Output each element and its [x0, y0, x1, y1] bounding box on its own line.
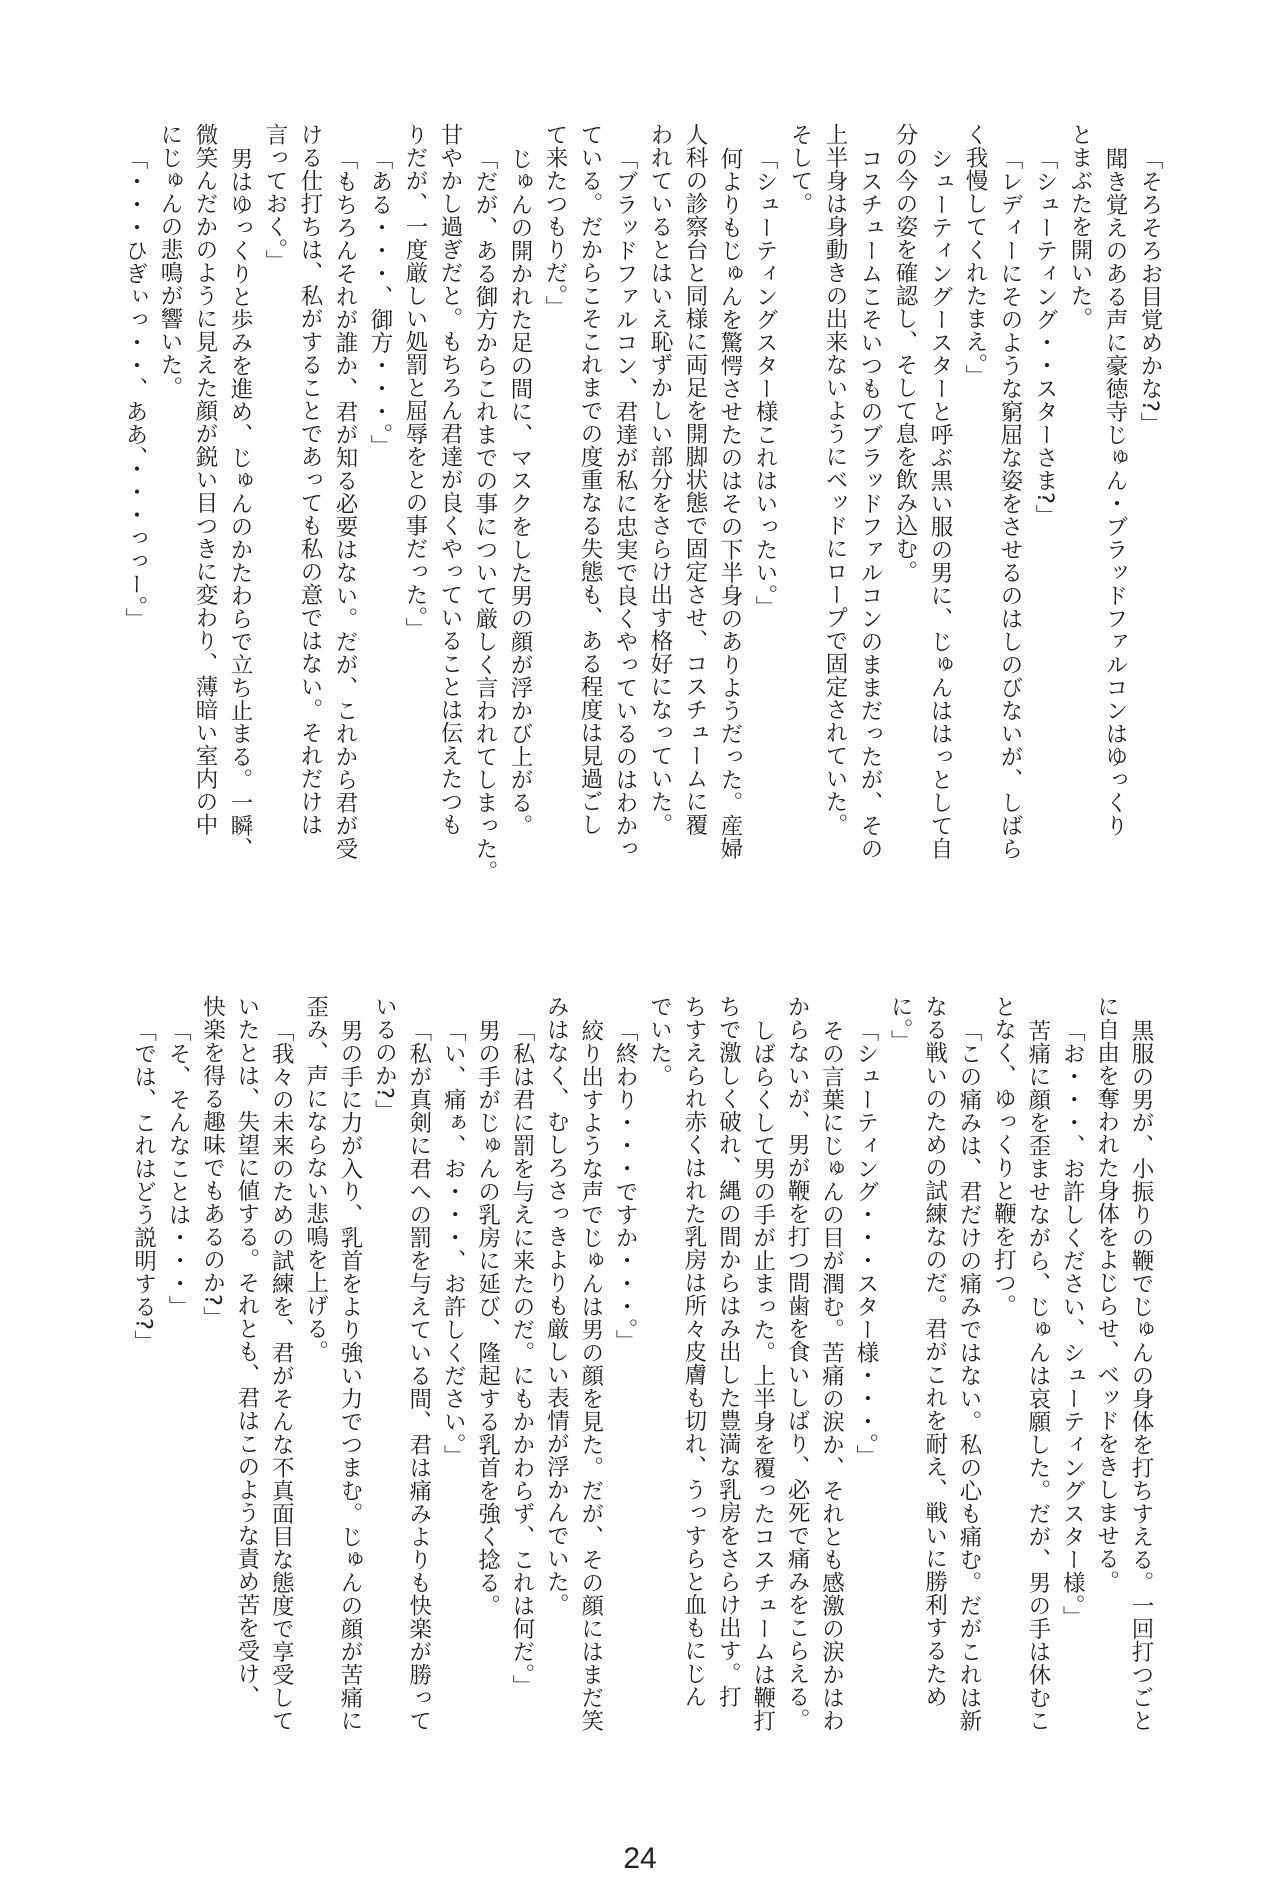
text-line: 「そ、そんなことは・・・」	[165, 1019, 192, 1318]
text-line: われているとはいえ恥ずかしい部分をさらけ出す格好になっていた。	[647, 123, 673, 836]
page-number: 24	[623, 1842, 657, 1875]
text-line: ている。だからこそこれまでの度重なる失態も、ある程度は見過ごし	[577, 123, 603, 836]
text-line: 「・・・ひぎぃっ・・、ああ、・・・っっー。」	[122, 147, 148, 631]
text-line: ちで激しく破れ、縄の間からはみ出した豊満な乳房をさらけ出す。打	[715, 995, 742, 1708]
text-line: 聞き覚えのある声に豪徳寺じゅん・ブラッドファルコンはゆっくり	[1102, 147, 1128, 837]
text-line: 「私は君に罰を与えに来たのだ。にもかかわらず、これは何だ。」	[508, 1019, 535, 1698]
text-line: いたとは、失望に値する。それとも、君はこのような責め苦を受け、	[233, 995, 260, 1708]
text-line: 黒服の男が、小振りの鞭でじゅんの身体を打ちすえる。一回打つごと	[1128, 1019, 1154, 1732]
text-line: 「では、これはどう説明する?」	[130, 1019, 157, 1354]
text-line: 人科の診察台と同様に両足を開脚状態で固定させ、コスチュームに覆	[682, 123, 708, 836]
text-line: 「お・・・、お許しください、シューティングスター様。」	[1059, 1019, 1086, 1629]
text-line: に。」	[887, 995, 914, 1053]
text-line: 「ブラッドファルコン、君達が私に忠実で良くやっているのはわかっ	[612, 147, 638, 860]
text-line: ける仕打ちは、私がすることであっても私の意ではない。それだけは	[297, 123, 323, 836]
text-line: 「我々の未来のための試練を、君がそんな不真面目な態度で享受して	[268, 1019, 295, 1732]
text-line: 「シューティングスター様これはいったい。」	[752, 147, 778, 619]
text-line: 「レディーにそのような窮屈な姿をさせるのはしのびないが、しばら	[997, 147, 1023, 860]
text-line: ちすえられ赤くはれた乳房は所々皮膚も切れ、うっすらと血もにじん	[680, 995, 707, 1708]
text-line: じゅんの開かれた足の間に、マスクをした男の顔が浮かび上がる。	[507, 147, 533, 837]
text-line: 「私が真剣に君への罰を与えている間、君は痛みよりも快楽が勝って	[405, 1019, 432, 1732]
text-line: 歪み、声にならない悲鳴を上げる。	[302, 995, 329, 1363]
text-line: 「ある・・・、御方・・・。」	[367, 147, 393, 458]
text-line: 言っておく。」	[262, 123, 288, 273]
text-line: いるのか?」	[371, 995, 398, 1123]
text-line: からないが、男が鞭を打つ間歯を食いしばり、必死で痛みをこらえる。	[784, 995, 811, 1731]
text-line: 「そろそろお目覚めかな?」	[1137, 147, 1163, 436]
text-line: シューティングースターと呼ぶ黒い服の男に、じゅんははっとして自	[927, 147, 953, 860]
text-line: にじゅんの悲鳴が響いた。	[157, 123, 183, 399]
bottom-text-block	[126, 995, 1158, 1785]
text-line: 上半身は身動きの出来ないようにベッドにロープで固定されていた。	[822, 123, 848, 836]
text-line: 快楽を得る趣味でもあるのか?」	[199, 995, 226, 1330]
top-text-block	[117, 123, 1167, 903]
text-line: 苦痛に顔を歪ませながら、じゅんは哀願した。だが、男の手は休むこ	[1024, 1019, 1051, 1732]
text-line: 男の手に力が入り、乳首をより強い力でつまむ。じゅんの顔が苦痛に	[337, 1019, 364, 1732]
text-line: 「シューティング・・スターさま?」	[1032, 147, 1058, 528]
text-line: 何よりもじゅんを驚愕させたのはその下半身のありようだった。産婦	[717, 147, 743, 860]
text-line: なる戦いのための試練なのだ。君がこれを耐え、戦いに勝利するため	[921, 995, 948, 1708]
text-line: て来たつもりだ。」	[542, 123, 568, 319]
text-line: 絞り出すような声でじゅんは男の顔を見た。だが、その顔にはまだ笑	[577, 1019, 604, 1732]
text-line: 「もちろんそれが誰か、君が知る必要はない。だが、これから君が受	[332, 147, 358, 860]
text-line: しばらくして男の手が止まった。上半身を覆ったコスチュームは鞭打	[749, 1019, 776, 1732]
text-line: 「シューティング・・・スター様・・・。」	[852, 1019, 879, 1468]
text-line: 「この痛みは、君だけの痛みではない。私の心も痛む。だがこれは新	[956, 1019, 983, 1732]
text-line: 男の手がじゅんの乳房に延び、隆起する乳首を強く捻る。	[474, 1019, 501, 1617]
text-line: 分の今の姿を確認し、そして息を飲み込む。	[892, 123, 918, 583]
text-line: 甘やかし過ぎだと。もちろん君達が良くやっていることは伝えたつも	[437, 123, 463, 836]
text-line: みはなく、むしろさっきよりも厳しい表情が浮かんでいた。	[543, 995, 570, 1616]
text-line: コスチュームこそいつものブラッドファルコンのままだったが、その	[857, 147, 883, 860]
text-line: そして。	[787, 123, 813, 215]
text-line: に自由を奪われた身体をよじらせ、ベッドをきしませる。	[1093, 995, 1120, 1593]
text-line: その言葉にじゅんの目が潤む。苦痛の涙か、それとも感激の涙かはわ	[818, 1019, 845, 1732]
text-line: く我慢してくれたまえ。」	[962, 123, 988, 388]
text-line: 「終わり・・・ですか・・・。」	[612, 1019, 639, 1353]
text-line: とまぶたを開いた。	[1067, 123, 1093, 330]
text-line: となく、ゆっくりと鞭を打つ。	[990, 995, 1017, 1317]
text-line: りだが、一度厳しい処罰と屈辱をとの事だった。」	[402, 123, 428, 641]
text-line: でいた。	[646, 995, 673, 1087]
text-line: 「だが、ある御方からこれまでの事について厳しく言われてしまった。	[472, 147, 498, 883]
text-line: 微笑んだかのように見えた顔が鋭い目つきに変わり、薄暗い室内の中	[192, 123, 218, 836]
text-line: 男はゆっくりと歩みを進め、じゅんのかたわらで立ち止まる。一瞬、	[227, 147, 253, 860]
text-line: 「い、痛ぁ、お・・・、お許しください。」	[440, 1019, 467, 1468]
